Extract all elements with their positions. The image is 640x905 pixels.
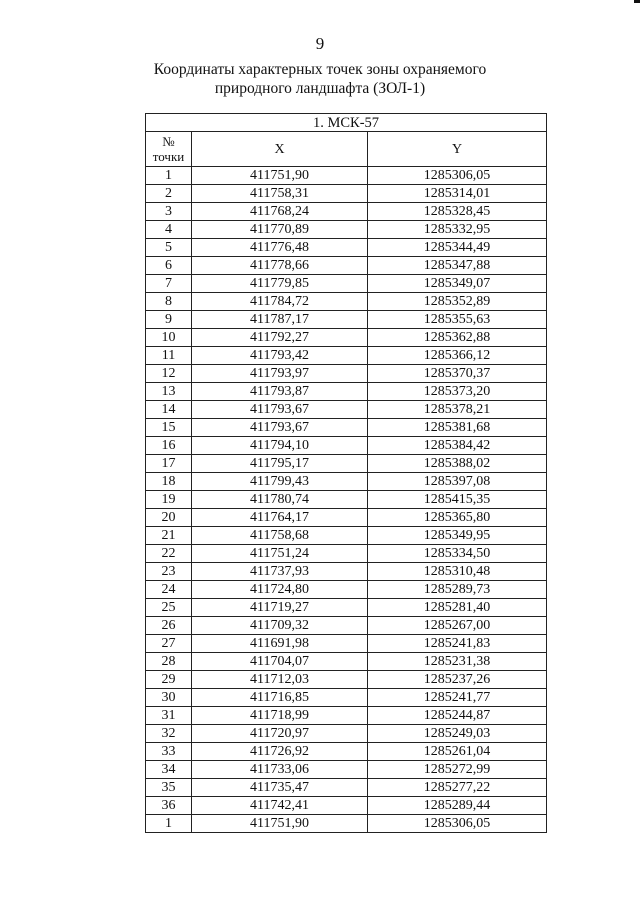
y-coordinate-cell: 1285378,21 [368, 401, 547, 419]
x-coordinate-cell: 411780,74 [192, 491, 368, 509]
x-coordinate-cell: 411795,17 [192, 455, 368, 473]
point-number-cell: 16 [146, 437, 192, 455]
y-coordinate-cell: 1285281,40 [368, 599, 547, 617]
table-row [146, 203, 547, 221]
x-coordinate-cell: 411792,27 [192, 329, 368, 347]
table-header-row [146, 132, 547, 167]
y-coordinate-cell: 1285332,95 [368, 221, 547, 239]
x-coordinate-cell: 411742,41 [192, 797, 368, 815]
table-row [146, 707, 547, 725]
table-row [146, 617, 547, 635]
point-number-cell: 2 [146, 185, 192, 203]
table-row [146, 815, 547, 833]
x-coordinate-cell: 411735,47 [192, 779, 368, 797]
table-row [146, 635, 547, 653]
point-number-cell: 5 [146, 239, 192, 257]
point-number-cell: 32 [146, 725, 192, 743]
y-coordinate-cell: 1285344,49 [368, 239, 547, 257]
point-number-cell: 25 [146, 599, 192, 617]
x-coordinate-cell: 411712,03 [192, 671, 368, 689]
table-row [146, 491, 547, 509]
point-number-cell: 26 [146, 617, 192, 635]
table-row [146, 725, 547, 743]
x-coordinate-cell: 411776,48 [192, 239, 368, 257]
y-coordinate-cell: 1285231,38 [368, 653, 547, 671]
x-coordinate-cell: 411793,67 [192, 401, 368, 419]
x-coordinate-cell: 411758,31 [192, 185, 368, 203]
point-number-cell: 4 [146, 221, 192, 239]
table-row [146, 329, 547, 347]
point-number-cell: 3 [146, 203, 192, 221]
title-line-1: Координаты характерных точек зоны охраняемого [153, 61, 487, 78]
point-number-cell: 17 [146, 455, 192, 473]
table-row [146, 221, 547, 239]
point-number-cell: 19 [146, 491, 192, 509]
point-number-cell: 6 [146, 257, 192, 275]
y-coordinate-cell: 1285381,68 [368, 419, 547, 437]
point-number-header [146, 132, 192, 167]
point-number-cell: 29 [146, 671, 192, 689]
x-coordinate-cell: 411768,24 [192, 203, 368, 221]
y-coordinate-cell: 1285306,05 [368, 815, 547, 833]
point-number-cell: 20 [146, 509, 192, 527]
y-coordinate-cell: 1285347,88 [368, 257, 547, 275]
point-number-cell: 24 [146, 581, 192, 599]
y-coordinate-cell: 1285272,99 [368, 761, 547, 779]
point-number-cell: 34 [146, 761, 192, 779]
point-number-cell: 9 [146, 311, 192, 329]
y-coordinate-cell: 1285334,50 [368, 545, 547, 563]
table-row [146, 599, 547, 617]
table-row [146, 347, 547, 365]
table-row [146, 275, 547, 293]
coordinate-system-label: 1. МСК-57 [146, 114, 547, 132]
point-number-cell: 14 [146, 401, 192, 419]
x-coordinate-cell: 411799,43 [192, 473, 368, 491]
x-coordinate-cell: 411726,92 [192, 743, 368, 761]
point-number-cell: 35 [146, 779, 192, 797]
y-coordinate-cell: 1285397,08 [368, 473, 547, 491]
x-coordinate-cell: 411751,90 [192, 815, 368, 833]
point-number-cell: 18 [146, 473, 192, 491]
y-coordinate-cell: 1285306,05 [368, 167, 547, 185]
y-coordinate-cell: 1285373,20 [368, 383, 547, 401]
point-number-cell: 33 [146, 743, 192, 761]
document-title [0, 60, 640, 98]
y-coordinate-cell: 1285365,80 [368, 509, 547, 527]
y-coordinate-cell: 1285388,02 [368, 455, 547, 473]
y-coordinate-cell: 1285241,83 [368, 635, 547, 653]
y-coordinate-cell: 1285349,95 [368, 527, 547, 545]
x-coordinate-cell: 411779,85 [192, 275, 368, 293]
table-row [146, 779, 547, 797]
y-coordinate-cell: 1285267,00 [368, 617, 547, 635]
scan-corner-mark [634, 0, 640, 3]
x-coordinate-cell: 411793,42 [192, 347, 368, 365]
y-coordinate-cell: 1285241,77 [368, 689, 547, 707]
y-coordinate-cell: 1285289,73 [368, 581, 547, 599]
x-coordinate-cell: 411716,85 [192, 689, 368, 707]
x-coordinate-cell: 411737,93 [192, 563, 368, 581]
table-row [146, 437, 547, 455]
x-coordinate-cell: 411704,07 [192, 653, 368, 671]
x-coordinate-cell: 411794,10 [192, 437, 368, 455]
table-row [146, 365, 547, 383]
table-row [146, 761, 547, 779]
y-coordinate-cell: 1285362,88 [368, 329, 547, 347]
table-row [146, 167, 547, 185]
point-number-cell: 1 [146, 815, 192, 833]
coordinates-table-body [146, 167, 547, 833]
point-number-cell: 10 [146, 329, 192, 347]
x-coordinate-cell: 411778,66 [192, 257, 368, 275]
y-coordinate-cell: 1285289,44 [368, 797, 547, 815]
y-coordinate-cell: 1285314,01 [368, 185, 547, 203]
table-row [146, 581, 547, 599]
table-row [146, 455, 547, 473]
table-row [146, 401, 547, 419]
point-number-header-line-1: № [162, 134, 175, 149]
table-row [146, 383, 547, 401]
y-coordinate-cell: 1285244,87 [368, 707, 547, 725]
x-coordinate-cell: 411793,87 [192, 383, 368, 401]
x-coordinate-cell: 411733,06 [192, 761, 368, 779]
point-number-cell: 12 [146, 365, 192, 383]
point-number-cell: 15 [146, 419, 192, 437]
y-coordinate-cell: 1285366,12 [368, 347, 547, 365]
coordinate-system-row [146, 114, 547, 132]
table-row [146, 311, 547, 329]
coordinates-table [145, 113, 547, 833]
table-row [146, 743, 547, 761]
x-coordinate-cell: 411751,90 [192, 167, 368, 185]
x-coordinate-cell: 411770,89 [192, 221, 368, 239]
point-number-cell: 23 [146, 563, 192, 581]
x-coordinate-cell: 411691,98 [192, 635, 368, 653]
point-number-cell: 1 [146, 167, 192, 185]
point-number-cell: 22 [146, 545, 192, 563]
y-coordinate-cell: 1285277,22 [368, 779, 547, 797]
point-number-cell: 30 [146, 689, 192, 707]
x-coordinate-cell: 411709,32 [192, 617, 368, 635]
y-coordinate-cell: 1285352,89 [368, 293, 547, 311]
x-coordinate-cell: 411758,68 [192, 527, 368, 545]
table-row [146, 527, 547, 545]
x-coordinate-cell: 411787,17 [192, 311, 368, 329]
point-number-cell: 28 [146, 653, 192, 671]
point-number-cell: 27 [146, 635, 192, 653]
table-row [146, 293, 547, 311]
x-coordinate-cell: 411718,99 [192, 707, 368, 725]
title-line-2: природного ландшафта (ЗОЛ-1) [214, 80, 426, 97]
table-row [146, 419, 547, 437]
x-coordinate-cell: 411793,67 [192, 419, 368, 437]
x-coordinate-cell: 411724,80 [192, 581, 368, 599]
x-coordinate-cell: 411719,27 [192, 599, 368, 617]
point-number-cell: 36 [146, 797, 192, 815]
table-row [146, 689, 547, 707]
y-coordinate-cell: 1285328,45 [368, 203, 547, 221]
point-number-cell: 31 [146, 707, 192, 725]
table-row [146, 797, 547, 815]
table-row [146, 185, 547, 203]
table-row [146, 473, 547, 491]
table-row [146, 653, 547, 671]
point-number-cell: 11 [146, 347, 192, 365]
y-coordinate-cell: 1285415,35 [368, 491, 547, 509]
table-row [146, 257, 547, 275]
point-number-header-line-2: точки [152, 149, 185, 164]
table-row [146, 509, 547, 527]
x-coordinate-cell: 411764,17 [192, 509, 368, 527]
x-coordinate-cell: 411784,72 [192, 293, 368, 311]
table-row [146, 563, 547, 581]
y-header: Y [368, 132, 547, 167]
x-coordinate-cell: 411793,97 [192, 365, 368, 383]
x-coordinate-cell: 411751,24 [192, 545, 368, 563]
y-coordinate-cell: 1285249,03 [368, 725, 547, 743]
table-row [146, 239, 547, 257]
y-coordinate-cell: 1285384,42 [368, 437, 547, 455]
x-coordinate-cell: 411720,97 [192, 725, 368, 743]
y-coordinate-cell: 1285370,37 [368, 365, 547, 383]
point-number-cell: 13 [146, 383, 192, 401]
table-row [146, 671, 547, 689]
y-coordinate-cell: 1285349,07 [368, 275, 547, 293]
point-number-cell: 21 [146, 527, 192, 545]
y-coordinate-cell: 1285310,48 [368, 563, 547, 581]
y-coordinate-cell: 1285261,04 [368, 743, 547, 761]
y-coordinate-cell: 1285237,26 [368, 671, 547, 689]
point-number-cell: 7 [146, 275, 192, 293]
y-coordinate-cell: 1285355,63 [368, 311, 547, 329]
page-number: 9 [315, 34, 325, 53]
x-header: X [192, 132, 368, 167]
table-row [146, 545, 547, 563]
point-number-cell: 8 [146, 293, 192, 311]
